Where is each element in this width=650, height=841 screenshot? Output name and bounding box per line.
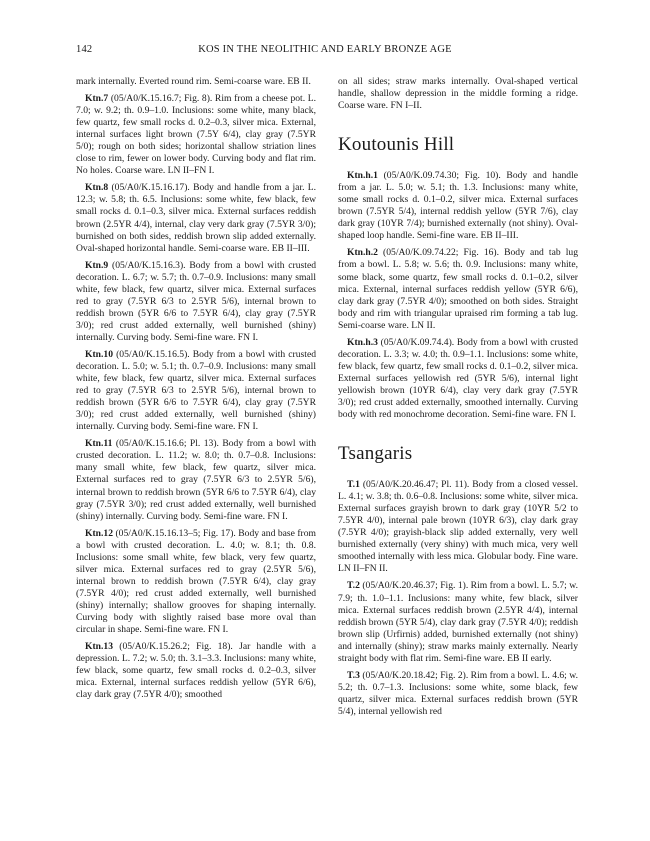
catalog-entry [76, 641, 316, 701]
entry-id: Ktn.12 [85, 527, 113, 539]
entry-text: (05/A0/K.20.46.37; Fig. 1). Rim from a bowl. L. 5.7; w. 7.9; th. 1.0–1.1. Inclusions: many white, few black, silver mica. External surfaces reddish brown (2.5YR 4/4), internal reddish brown (5YR 5/4), clay dark gray (7.5YR 4/0); reddish brown slip (Urfirnis) added, burnished externally (not shiny) and internally (shiny); straw marks mainly externally. Nearly straight body with flat rim. Semi-fine ware. EB II early. [338, 580, 578, 664]
entry-id: Ktn.11 [85, 438, 113, 450]
page-header [76, 44, 574, 64]
section-title: Tsangaris [338, 443, 413, 465]
entry-id: Ktn.8 [85, 182, 109, 194]
catalog-entry [338, 247, 578, 331]
entry-text: (05/A0/K.15.16.7; Fig. 8). Rim from a cheese pot. L. 7.0; w. 9.2; th. 0.9–1.0. Inclusions: some white, many black, few quartz, few small rocks d. 0.2–0.3, silver mica. External, internal surfaces light brown (7.5Y 6/4), clay gray (7.5YR 5/0); rough on both sides; horizontal shallow striation lines close to rim, fewer on lower body. Curving body and flat rim. No holes. Coarse ware. LN II–FN I. [76, 93, 316, 177]
paragraph-continuation: mark internally. Everted round rim. Semi-coarse ware. EB II. [76, 76, 311, 87]
page-number: 142 [76, 44, 93, 55]
catalog-entry [338, 479, 578, 575]
entry-text: (05/A0/K.20.18.42; Fig. 2). Rim from a bowl. L. 4.6; w. 5.2; th. 0.7–1.3. Inclusions: some white, some black, few quartz, silver mica. External surfaces reddish brown (5YR 5/4), internal yellowish red [338, 669, 578, 717]
entry-text: (05/A0/K.15.16.13–5; Fig. 17). Body and base from a bowl with crusted decoration. L. 4.0; w. 8.1; th. 0.8. Inclusions: some small white, few black, very few quartz, silver mica. External surfaces red to gray (2.5YR 5/6), internal brown to reddish brown (7.5YR 6/4), clay gray (7.5YR 4/0); red crust added externally, well burnished (shiny) internally; shallow grooves for shaping internally. Curving body with slightly raised base more oval than circular in shape. Semi-fine ware. FN I. [76, 527, 316, 636]
paragraph-continuation: on all sides; straw marks internally. Oval-shaped vertical handle, shallow depression in the middle forming a ridge. Coarse ware. FN I–II. [338, 76, 578, 112]
entry-text: (05/A0/K.15.16.3). Body from a bowl with crusted decoration. L. 6.7; w. 5.7; th. 0.7–0.9. Inclusions: many small white, few black, few quartz, silver mica. External surfaces red to gray (7.5YR 6/3 to 2.5YR 5/6), internal brown to reddish brown (5YR 6/6 to 7.5YR 6/4), clay gray (7.5YR 3/0); red crust added externally, well burnished (shiny) internally. Curving body. Semi-fine ware. FN I. [76, 259, 316, 343]
entry-id: Ktn.7 [85, 93, 109, 105]
entry-id: T.1 [347, 479, 360, 491]
catalog-entry [76, 93, 316, 177]
catalog-entry [338, 580, 578, 664]
entry-text: (05/A0/K.09.74.30; Fig. 10). Body and handle from a jar. L. 5.0; w. 5.1; th. 1.3. Inclusions: many white, some small rocks d. 0.1–0.2, silver mica. External surfaces brown (7.5YR 5/4), internal reddish yellow (5YR 7/6), clay dark gray (10YR 7/4); burnished externally (not shiny). Oval-shaped loop handle. Semi-fine ware. EB II–III. [338, 170, 578, 242]
catalog-entry [338, 670, 578, 718]
entry-text: (05/A0/K.09.74.4). Body from a bowl with crusted decoration. L. 3.3; w. 4.0; th. 0.9–1.1. Inclusions: some white, few black, few quartz, few small rocks d. 0.1–0.2, silver mica. External surfaces yellowish red (5YR 5/6), internal light yellowish brown (10YR 6/4), clay very dark gray (7.5YR 3/0); red crust added externally, smoothed internally. Curving body with red monochrome decoration. Semi-fine ware. FN I. [338, 336, 578, 421]
entry-text: (05/A0/K.09.74.22; Fig. 16). Body and tab lug from a bowl. L. 5.8; w. 5.6; th. 0.9. Inclusions: many white, some black, some quartz, few small rocks d. 0.1–0.2, silver mica. External, internal surfaces reddish yellow (5YR 6/6), clay dark gray (7.5YR 4/0); smoothed on both sides. Straight body and rim with triangular upraised rim forming a tab lug. Semi-coarse ware. LN II. [338, 247, 578, 331]
entry-text: (05/A0/K.15.26.2; Fig. 18). Jar handle with a depression. L. 7.2; w. 5.0; th. 3.1–3.3. Inclusions: many white, few black, some quartz, few small rocks d. 0.2–0.3, silver mica. External, internal surfaces reddish yellow (5YR 6/6), clay dark gray (7.5YR 4/0); smoothed [76, 641, 316, 701]
catalog-entry [76, 260, 316, 344]
entry-id: T.3 [347, 669, 360, 681]
catalog-entry [76, 438, 316, 522]
entry-text: (05/A0/K.15.16.6; Pl. 13). Body from a bowl with crusted decoration. L. 11.2; w. 8.0; th. 0.7–0.8. Inclusions: many small white, few black, few quartz, silver mica. External surfaces red to gray (7.5YR 6/3 to 2.5YR 5/6), internal brown to reddish brown (5YR 6/6 to 7.5YR 6/4), clay gray (7.5YR 3/0); red crust added externally, well burnished (shiny) internally. Curving body. Semi-fine ware. FN I. [76, 438, 316, 522]
entry-id: Ktn.9 [85, 259, 109, 271]
entry-text: (05/A0/K.15.16.17). Body and handle from a jar. L. 12.3; w. 5.8; th. 6.5. Inclusions: some white, few black, few small rocks d. 0.1–0.3, silver mica. External surfaces reddish brown (2.5YR 4/4), internal, clay very dark gray (7.5YR 3/0); burnished on both sides, reddish brown slip added externally. Oval-shaped horizontal handle. Semi-coarse ware. EB II–III. [76, 182, 316, 254]
catalog-entry [338, 337, 578, 421]
entry-id: Ktn.10 [85, 348, 113, 360]
running-head: KOS IN THE NEOLITHIC AND EARLY BRONZE AGE [198, 44, 452, 55]
catalog-entry [76, 349, 316, 433]
entry-id: T.2 [347, 580, 360, 592]
catalog-entry [76, 528, 316, 636]
section-title: Koutounis Hill [338, 134, 455, 156]
entry-text: (05/A0/K.15.16.5). Body from a bowl with crusted decoration. L. 5.0; w. 5.1; th. 0.7–0.9. Inclusions: many small white, few black, few quartz, silver mica. External surfaces red to gray (7.5YR 6/3 to 2.5YR 5/6), internal brown to reddish brown (5YR 6/6 to 7.5YR 6/4), clay gray (7.5YR 3/0); red crust added externally, well burnished (shiny) internally. Curving body. Semi-fine ware. FN I. [76, 348, 316, 433]
entry-id: Ktn.13 [85, 641, 113, 653]
catalog-entry [76, 182, 316, 254]
catalog-entry [338, 170, 578, 242]
right-column [338, 76, 578, 723]
entry-id: Ktn.h.1 [347, 170, 378, 182]
left-column [76, 76, 316, 706]
entry-id: Ktn.h.2 [347, 247, 378, 259]
entry-text: (05/A0/K.20.46.47; Pl. 11). Body from a closed vessel. L. 4.1; w. 3.8; th. 0.6–0.8. Inclusions: some white, silver mica. External surfaces grayish brown to dark gray (10YR 5/2 to 7.5YR 4/0), internal pale brown (10YR 6/3), clay dark gray (7.5YR 4/0); grayish-black slip added externally, very well burnished externally (very shiny) with much mica, very well smoothed internally with less mica. Globular body. Fine ware. LN II–FN II. [338, 479, 578, 575]
entry-id: Ktn.h.3 [347, 336, 378, 348]
